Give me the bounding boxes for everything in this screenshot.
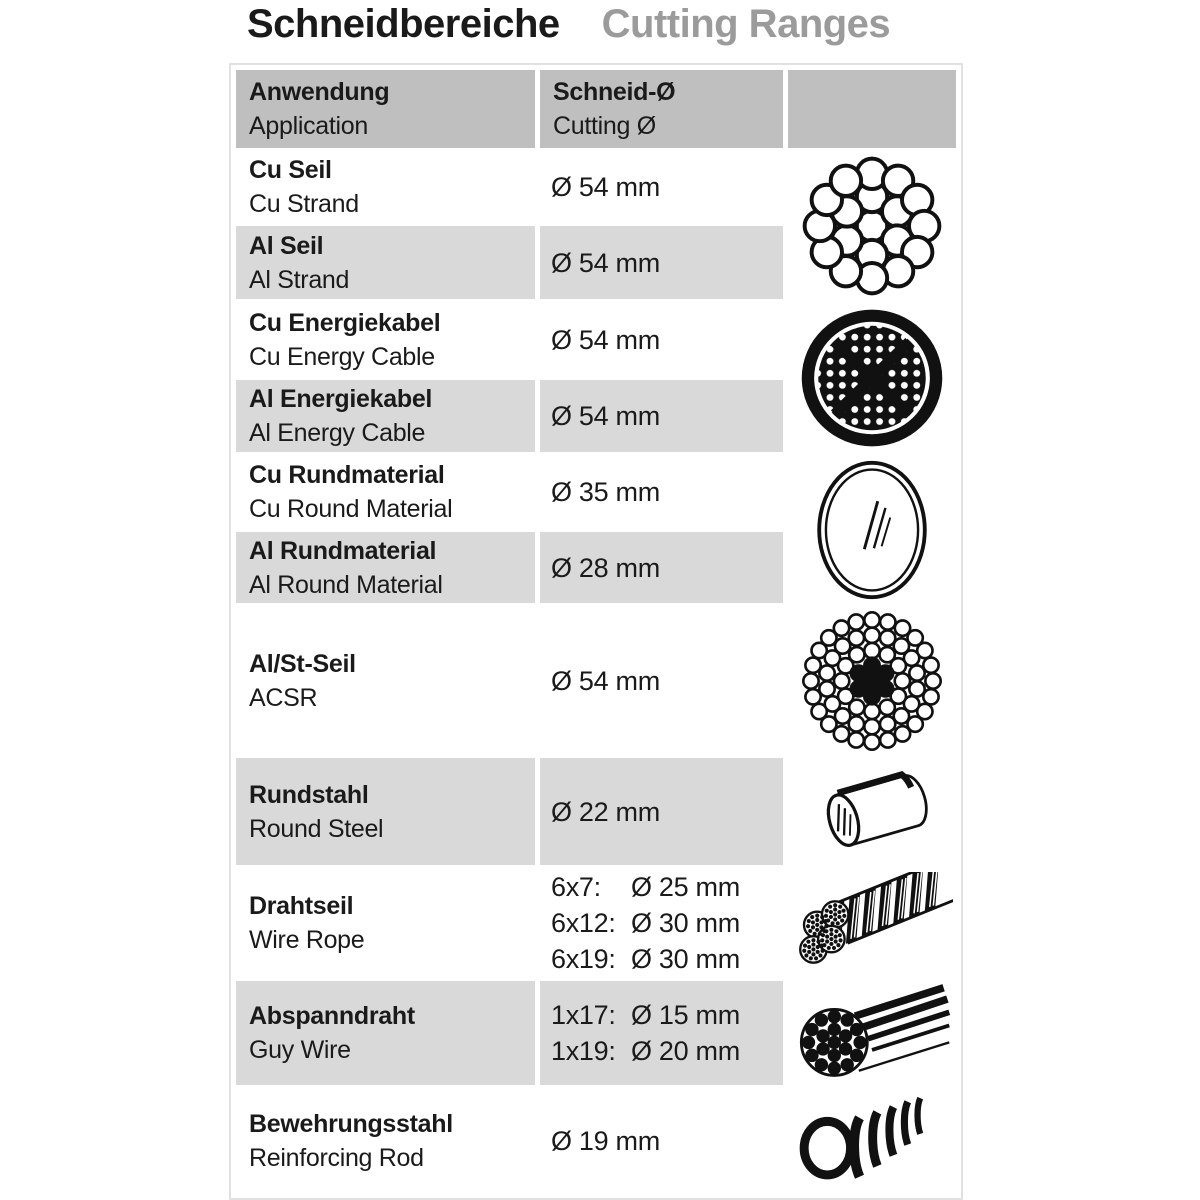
application-name-de: Al/St-Seil xyxy=(249,649,356,678)
diameter-value: Ø 54 mm xyxy=(551,247,660,278)
rope-size-label: 1x19: xyxy=(551,1036,616,1066)
application-name-de: Rundstahl xyxy=(249,780,369,809)
diameter-value: Ø 19 mm xyxy=(551,1126,660,1156)
cutting-ranges-table xyxy=(229,63,963,1200)
diameter-value: Ø 35 mm xyxy=(551,477,660,507)
round-steel-figure xyxy=(788,758,956,865)
reinforcing-rod-icon xyxy=(797,1093,947,1189)
application-name-de: Abspanndraht xyxy=(249,1002,415,1030)
diameter-value: Ø 20 mm xyxy=(631,1036,740,1066)
row-round-steel-diameter xyxy=(540,758,783,865)
row-cu-round-material-name xyxy=(236,456,535,528)
application-name-de: Al Rundmaterial xyxy=(249,536,437,565)
row-guy-wire-diameters xyxy=(540,981,783,1085)
row-round-steel-name xyxy=(236,758,535,865)
diameter-value: Ø 15 mm xyxy=(631,1000,740,1030)
diameter-value: Ø 54 mm xyxy=(551,665,660,696)
header-application-en: Application xyxy=(249,112,369,140)
header-application xyxy=(236,70,535,148)
diameter-value: Ø 54 mm xyxy=(551,172,660,202)
round-material-figure xyxy=(788,456,956,603)
row-al-round-material-diameter xyxy=(540,532,783,603)
diameter-value: Ø 54 mm xyxy=(551,401,660,431)
guy-wire-icon xyxy=(792,984,952,1082)
wire-rope-figure xyxy=(788,869,956,977)
application-name-en: Cu Energy Cable xyxy=(249,342,435,371)
application-name-en: Reinforcing Rod xyxy=(249,1144,424,1172)
table-grid xyxy=(236,70,956,1193)
row-guy-wire-name xyxy=(236,981,535,1085)
application-name-de: Cu Rundmaterial xyxy=(249,461,445,489)
application-name-en: Al Round Material xyxy=(249,570,443,599)
acsr-figure xyxy=(788,607,956,754)
rope-size-label: 6x12: xyxy=(551,908,616,938)
row-al-strand-name xyxy=(236,226,535,299)
row-al-round-material-name xyxy=(236,532,535,603)
energy-cable-cross-section-icon xyxy=(799,307,945,449)
row-al-energy-cable-name xyxy=(236,380,535,452)
diameter-value: Ø 28 mm xyxy=(551,552,660,583)
application-name-en: Al Energy Cable xyxy=(249,419,426,447)
acsr-cross-section-icon xyxy=(802,611,942,751)
row-acsr-name xyxy=(236,607,535,754)
strand-cross-section-figure xyxy=(788,152,956,299)
header-cutting-diameter-de: Schneid-Ø xyxy=(553,78,676,106)
rope-size-label: 6x7: xyxy=(551,872,601,902)
row-reinforcing-rod-name xyxy=(236,1089,535,1193)
page-title xyxy=(247,0,890,50)
application-name-en: Cu Round Material xyxy=(249,495,453,523)
round-steel-rod-icon xyxy=(792,762,952,862)
application-name-en: Cu Strand xyxy=(249,190,359,218)
application-name-de: Bewehrungsstahl xyxy=(249,1110,453,1138)
row-wire-rope-diameters xyxy=(540,869,783,977)
row-wire-rope-name xyxy=(236,869,535,977)
header-cutting-diameter xyxy=(540,70,783,148)
row-reinforcing-rod-diameter xyxy=(540,1089,783,1193)
header-cutting-diameter-en: Cutting Ø xyxy=(553,112,656,140)
row-cu-energy-cable-name xyxy=(236,303,535,376)
diameter-value: Ø 30 mm xyxy=(631,944,740,974)
application-name-de: Drahtseil xyxy=(249,892,354,920)
energy-cable-figure xyxy=(788,303,956,452)
header-application-de: Anwendung xyxy=(249,78,390,106)
application-name-en: ACSR xyxy=(249,683,318,712)
application-name-de: Cu Energiekabel xyxy=(249,308,441,337)
diameter-value: Ø 54 mm xyxy=(551,324,660,355)
diameter-value: Ø 22 mm xyxy=(551,796,660,827)
header-figure-column xyxy=(788,70,956,148)
application-name-de: Al Energiekabel xyxy=(249,385,433,413)
row-al-strand-diameter xyxy=(540,226,783,299)
application-name-en: Round Steel xyxy=(249,814,384,843)
row-cu-energy-cable-diameter xyxy=(540,303,783,376)
rope-size-label: 1x17: xyxy=(551,1000,616,1030)
row-acsr-diameter xyxy=(540,607,783,754)
application-name-en: Wire Rope xyxy=(249,926,365,954)
rope-size-label: 6x19: xyxy=(551,944,616,974)
diameter-value: Ø 25 mm xyxy=(631,872,740,902)
application-name-de: Cu Seil xyxy=(249,156,332,184)
row-cu-round-material-diameter xyxy=(540,456,783,528)
reinforcing-rod-figure xyxy=(788,1089,956,1193)
application-name-de: Al Seil xyxy=(249,231,324,260)
guy-wire-figure xyxy=(788,981,956,1085)
row-cu-strand-name xyxy=(236,152,535,222)
row-cu-strand-diameter xyxy=(540,152,783,222)
wire-rope-icon xyxy=(791,872,953,974)
application-name-en: Al Strand xyxy=(249,265,350,294)
diameter-value: Ø 30 mm xyxy=(631,908,740,938)
row-al-energy-cable-diameter xyxy=(540,380,783,452)
page-title-german: Schneidbereiche xyxy=(247,2,560,46)
application-name-en: Guy Wire xyxy=(249,1036,351,1064)
page-title-english: Cutting Ranges xyxy=(601,2,891,46)
round-material-cross-section-icon xyxy=(813,458,931,602)
strand-cross-section-icon xyxy=(802,156,942,296)
